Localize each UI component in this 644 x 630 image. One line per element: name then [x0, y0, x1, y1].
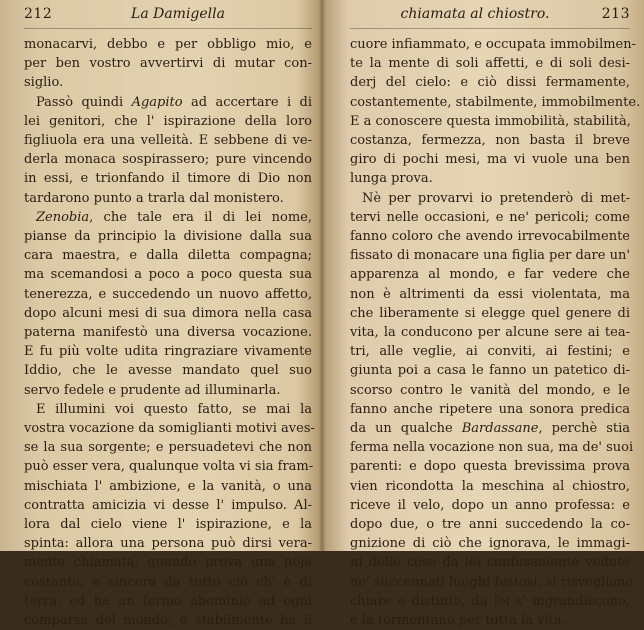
- text-line: fanno anche ripetere una sonora predica: [350, 401, 630, 417]
- text-line: non è altrimenti da essi violentata, ma: [350, 286, 630, 302]
- text-line: servo fedele e prudente ad illuminarla.: [24, 382, 281, 398]
- text-line: cuore infiammato, e occupata immobilmen-: [350, 37, 637, 52]
- text-line: parenti: e dopo questa brevissima prova: [350, 459, 630, 475]
- text-run: , che tale era il di lei nome,: [89, 209, 312, 225]
- text-line: dopo alcuni mesi di sua dimora nella casa: [24, 305, 312, 321]
- text-line: lora dal cielo viene l' ispirazione, e la: [24, 517, 312, 533]
- text-line: giunta poi a casa le fanno un patetico di-: [350, 363, 630, 379]
- right-running-head: [350, 6, 630, 29]
- text-line: se la sua sorgente; e persuadetevi che non: [24, 440, 312, 456]
- text-line: fanno coloro che avendo irrevocabilmente: [350, 229, 630, 245]
- text-line: tervi nelle occasioni, e ne' pericoli; come: [350, 209, 630, 225]
- text-line: costante, e sincera da tutto ciò ch' è di: [24, 574, 312, 590]
- text-line: spinta: allora una persona può dirsi vera-: [24, 536, 312, 552]
- text-line: ne' succennati luoghi festosi, si risvegliano: [350, 574, 634, 590]
- text-line: può esser vera, qualunque volta vi sia fram-: [24, 459, 314, 475]
- text-line: Iddio, che le avesse mandato quel suo: [24, 363, 312, 379]
- text-line: E a conoscere questa immobilità, stabilità,: [350, 113, 631, 129]
- text-line: terra, ed ha un fermo abominio ad ogni: [24, 593, 312, 609]
- italic-name: Bardassane: [461, 421, 539, 437]
- text-line: ni delle cose da lei confusamente vedute: [350, 555, 630, 571]
- text-line: cara maestra, e dalla diletta compagna;: [24, 248, 312, 264]
- text-line: [350, 419, 630, 438]
- left-page: [0, 0, 322, 629]
- text-line: apparenza al mondo, e far vedere che: [350, 267, 630, 283]
- text-line: derla monaca sospirassero; pure vincendo: [24, 152, 312, 168]
- text-line: vostra vocazione da somiglianti motivi aves-: [24, 421, 315, 437]
- text-line: paterna manifestò una diversa vocazione.: [24, 325, 312, 341]
- text-line: te la mente di soli affetti, e di soli desi-: [350, 56, 630, 72]
- text-line: [24, 208, 312, 227]
- text-line: mischiata l' ambizione, e la vanità, o una: [24, 478, 312, 494]
- text-line: riceve il velo, dopo un anno professa: e: [350, 497, 630, 513]
- left-page-number: 212: [24, 6, 53, 22]
- left-body-text: [24, 35, 315, 630]
- text-line: chiare e distinte, da lei s' ingrandiscono,: [350, 593, 630, 609]
- text-line: E fu più volte udita ringraziare vivamente: [24, 344, 312, 360]
- text-line: lei genitori, che l' ispirazione della loro: [24, 113, 312, 129]
- text-line: fissato di monacare una figlia per dare un': [350, 248, 630, 264]
- text-line: E illumini voi questo fatto, se mai la: [36, 401, 312, 417]
- text-line: giro di pochi mesi, ma vi vuole una ben: [350, 152, 630, 168]
- text-run: , perchè stia: [538, 421, 630, 437]
- text-line: Nè per provarvi io pretenderò di met-: [362, 190, 630, 206]
- right-page: [322, 0, 644, 629]
- left-running-head: [24, 6, 312, 29]
- italic-name: Zenobia: [36, 209, 90, 225]
- text-line: monacarvi, debbo e per obbligo mio, e: [24, 37, 312, 52]
- text-line: comparsa del mondo, e stabilmente ha il: [24, 613, 312, 629]
- text-line: vien ricondotta la meschina al chiostro,: [350, 478, 630, 494]
- text-line: ferma nella vocazione non sua, ma de' suoi: [350, 440, 634, 456]
- italic-name: Agapito: [131, 94, 183, 110]
- text-line: tardarono punto a trarla dal monistero.: [24, 190, 284, 206]
- text-line: che liberamente si elegge quel genere di: [350, 305, 630, 321]
- right-body-text: [350, 35, 641, 630]
- text-line: gnizione di ciò che ignorava, le immagi-: [350, 536, 630, 552]
- text-line: pianse da principio la divisione dalla sua: [24, 229, 312, 245]
- text-line: [24, 93, 312, 112]
- text-run: ad accertare i di: [182, 94, 312, 110]
- text-line: siglio.: [24, 75, 64, 91]
- text-run: da un qualche: [350, 421, 462, 437]
- text-line: tri, alle veglie, ai conviti, ai festini; e: [350, 344, 630, 360]
- text-line: in essi, e trionfando il timore di Dio non: [24, 171, 312, 187]
- text-line: per ben vostro avvertirvi di mutar con-: [24, 56, 312, 72]
- text-line: lunga prova.: [350, 171, 433, 187]
- right-page-number: 213: [601, 6, 630, 22]
- text-line: tenerezza, e succedendo un nuovo affetto,: [24, 286, 312, 302]
- text-run: Passò quindi: [36, 94, 132, 110]
- text-line: ma scemandosi a poco a poco questa sua: [24, 267, 312, 283]
- left-running-title: La Damigella: [131, 6, 225, 22]
- text-line: e la tormentano per tutta la vita.: [350, 613, 566, 629]
- text-line: costantemente, stabilmente, immobilmente.: [350, 94, 641, 110]
- text-line: scorso contro le vanità del mondo, e le: [350, 382, 630, 398]
- text-line: mente chiamata, quando prova una noja: [24, 555, 312, 571]
- text-line: costanza, fermezza, non basta il breve: [350, 133, 630, 149]
- text-line: dopo due, o tre anni succedendo la co-: [350, 517, 630, 533]
- text-line: figliuola era una velleità. E sebbene di ve-: [24, 133, 312, 149]
- text-line: derj del cielo: e ciò dissi fermamente,: [350, 75, 630, 91]
- text-line: vita, la conducono per alcune sere ai tea-: [350, 325, 630, 341]
- right-running-title: chiamata al chiostro.: [400, 6, 550, 22]
- text-line: contratta amicizia vi desse l' impulso. Al-: [24, 497, 312, 513]
